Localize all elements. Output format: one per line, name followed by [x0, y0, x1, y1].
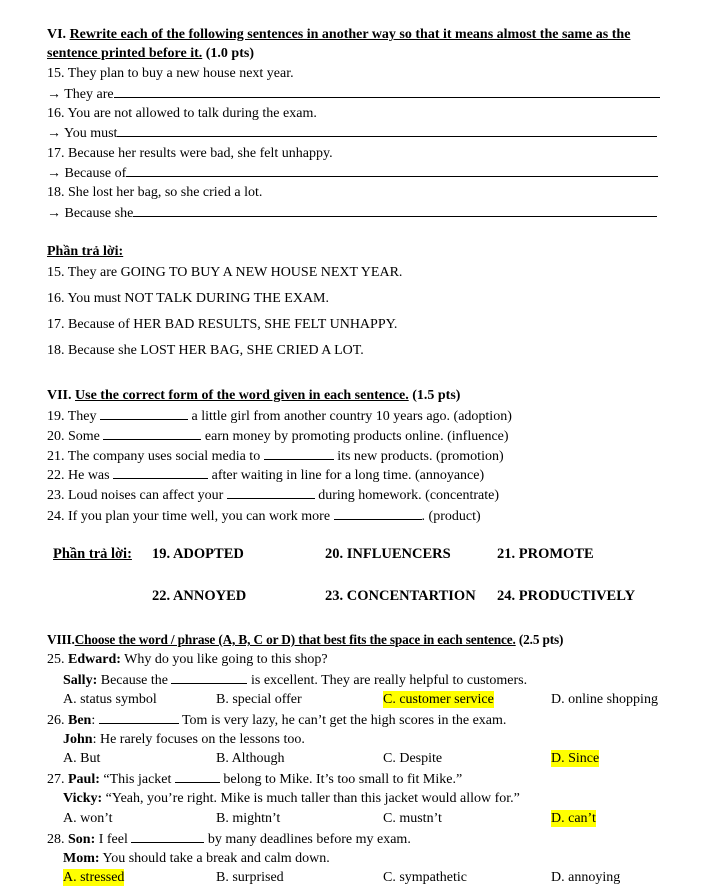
- answer-15: 15. They are GOING TO BUY A NEW HOUSE NEXT YEAR.: [47, 265, 403, 280]
- answer-24: 24. PRODUCTIVELY: [497, 588, 636, 604]
- section-number: VIII.: [47, 632, 75, 647]
- rewrite-prompt-15: [47, 85, 660, 103]
- question-text: is excellent. They are really helpful to customers.: [250, 673, 528, 688]
- question-text: Because the: [97, 673, 168, 688]
- option-26-b: B. Although: [216, 751, 285, 766]
- speaker: Edward:: [68, 652, 121, 667]
- question-26-line2: [63, 731, 305, 748]
- prompt-text: → Because of: [47, 166, 127, 181]
- question-15: 15. They plan to buy a new house next year.: [47, 66, 294, 81]
- speaker: Paul:: [68, 772, 100, 787]
- section-8-heading: [47, 631, 563, 648]
- question-22: [47, 466, 484, 484]
- answers-title-7: Phần trả lời:: [53, 546, 132, 562]
- section-6-heading-cont: [47, 45, 254, 62]
- speaker: Mom:: [63, 851, 100, 866]
- rewrite-prompt-16: [47, 124, 657, 142]
- option-28-d: D. annoying: [551, 870, 621, 885]
- section-instruction: Choose the word / phrase (A, B, C or D) that best fits the space in each sentence.: [74, 632, 516, 647]
- option-27-c: C. mustn’t: [383, 811, 442, 826]
- question-text: after waiting in line for a long time. (annoyance): [211, 468, 485, 483]
- question-text: belong to Mike. It’s too small to fit Mike.”: [223, 772, 463, 787]
- question-text: its new products. (promotion): [337, 449, 504, 464]
- question-text: Why do you like going to this shop?: [120, 652, 328, 667]
- question-text: 23. Loud noises can affect your: [47, 488, 224, 503]
- option-27-d-highlighted: D. can’t: [551, 811, 596, 826]
- question-25-line1: [47, 651, 328, 668]
- question-27-line2: [63, 790, 520, 807]
- speaker: Ben: [68, 713, 92, 728]
- section-points: (1.5 pts): [408, 388, 461, 403]
- answer-blank: [99, 711, 179, 724]
- question-text: “Yeah, you’re right. Mike is much taller than this jacket would allow for.”: [102, 791, 520, 806]
- prompt-text: → You must: [47, 126, 118, 141]
- answer-blank: [334, 507, 422, 520]
- question-text: earn money by promoting products online. (influence): [204, 429, 509, 444]
- section-instruction-cont: sentence printed before it.: [47, 46, 203, 61]
- option-27-a: A. won’t: [63, 811, 113, 826]
- question-text: : He rarely focuses on the lessons too.: [92, 732, 305, 747]
- question-text: “This jacket: [99, 772, 172, 787]
- question-28-line1: [47, 830, 411, 848]
- answer-16: 16. You must NOT TALK DURING THE EXAM.: [47, 291, 330, 306]
- option-28-b: B. surprised: [216, 870, 284, 885]
- question-text: a little girl from another country 10 years ago. (adoption): [191, 409, 512, 424]
- speaker: Son:: [68, 832, 96, 847]
- answer-19: 19. ADOPTED: [152, 546, 244, 562]
- answer-blank: [171, 671, 247, 684]
- answer-blank: [126, 164, 658, 177]
- question-18: 18. She lost her bag, so she cried a lot.: [47, 185, 263, 200]
- rewrite-prompt-18: [47, 204, 657, 222]
- answer-blank: [100, 407, 188, 420]
- question-text: 22. He was: [47, 468, 110, 483]
- option-25-b: B. special offer: [216, 692, 302, 707]
- question-number: 26.: [47, 713, 65, 728]
- section-7-heading: [47, 387, 460, 404]
- option-26-d-highlighted: D. Since: [551, 751, 600, 766]
- section-instruction: Rewrite each of the following sentences in another way so that it means almost the same as the: [69, 27, 631, 42]
- question-text: 19. They: [47, 409, 97, 424]
- answer-22: 22. ANNOYED: [152, 588, 247, 604]
- option-25-a: A. status symbol: [63, 692, 157, 707]
- speaker: Vicky:: [63, 791, 103, 806]
- answer-blank: [117, 124, 657, 137]
- option-26-a: A. But: [63, 751, 101, 766]
- question-text: I feel: [95, 832, 128, 847]
- section-points: (1.0 pts): [202, 46, 254, 61]
- question-16: 16. You are not allowed to talk during the exam.: [47, 106, 317, 121]
- answer-blank: [227, 486, 315, 499]
- option-28-c: C. sympathetic: [383, 870, 467, 885]
- section-6-heading: [47, 26, 630, 43]
- question-24: [47, 507, 481, 525]
- answer-blank: [113, 466, 208, 479]
- question-text: 20. Some: [47, 429, 100, 444]
- question-25-line2: [63, 671, 527, 689]
- answers-title-6: Phần trả lời:: [47, 244, 124, 259]
- answer-blank: [133, 204, 657, 217]
- question-27-line1: [47, 770, 462, 788]
- rewrite-prompt-17: [47, 164, 658, 182]
- option-25-d: D. online shopping: [551, 692, 658, 707]
- question-text: . (product): [421, 509, 481, 524]
- option-26-c: C. Despite: [383, 751, 443, 766]
- answer-blank: [103, 427, 201, 440]
- question-19: [47, 407, 512, 425]
- question-number: 25.: [47, 652, 65, 667]
- answer-blank: [175, 770, 220, 783]
- question-text: You should take a break and calm down.: [99, 851, 330, 866]
- option-27-b: B. mightn’t: [216, 811, 281, 826]
- question-21: [47, 447, 504, 465]
- question-28-line2: [63, 850, 330, 867]
- question-23: [47, 486, 499, 504]
- question-text: by many deadlines before my exam.: [207, 832, 411, 847]
- section-points: (2.5 pts): [515, 632, 564, 647]
- question-text: :: [91, 713, 96, 728]
- answer-blank: [131, 830, 204, 843]
- question-20: [47, 427, 509, 445]
- question-text: 24. If you plan your time well, you can work more: [47, 509, 331, 524]
- option-28-a-highlighted: A. stressed: [63, 870, 125, 885]
- prompt-text: → Because she: [47, 206, 134, 221]
- section-number: VI.: [47, 27, 67, 42]
- section-instruction: Use the correct form of the word given in each sentence.: [75, 388, 409, 403]
- answer-21: 21. PROMOTE: [497, 546, 594, 562]
- question-17: 17. Because her results were bad, she felt unhappy.: [47, 146, 333, 161]
- answer-20: 20. INFLUENCERS: [325, 546, 451, 562]
- answer-17: 17. Because of HER BAD RESULTS, SHE FELT UNHAPPY.: [47, 317, 398, 332]
- question-text: Tom is very lazy, he can’t get the high scores in the exam.: [181, 713, 507, 728]
- question-text: during homework. (concentrate): [318, 488, 500, 503]
- option-25-c-highlighted: C. customer service: [383, 692, 494, 707]
- question-text: 21. The company uses social media to: [47, 449, 261, 464]
- question-number: 28.: [47, 832, 65, 847]
- speaker: Sally:: [63, 673, 98, 688]
- speaker: John: [63, 732, 93, 747]
- prompt-text: → They are: [47, 87, 114, 102]
- answer-23: 23. CONCENTARTION: [325, 588, 476, 604]
- answer-blank: [264, 447, 334, 460]
- answer-blank: [114, 85, 660, 98]
- question-number: 27.: [47, 772, 65, 787]
- answer-18: 18. Because she LOST HER BAG, SHE CRIED A LOT.: [47, 343, 364, 358]
- question-26-line1: [47, 711, 506, 729]
- section-number: VII.: [47, 388, 72, 403]
